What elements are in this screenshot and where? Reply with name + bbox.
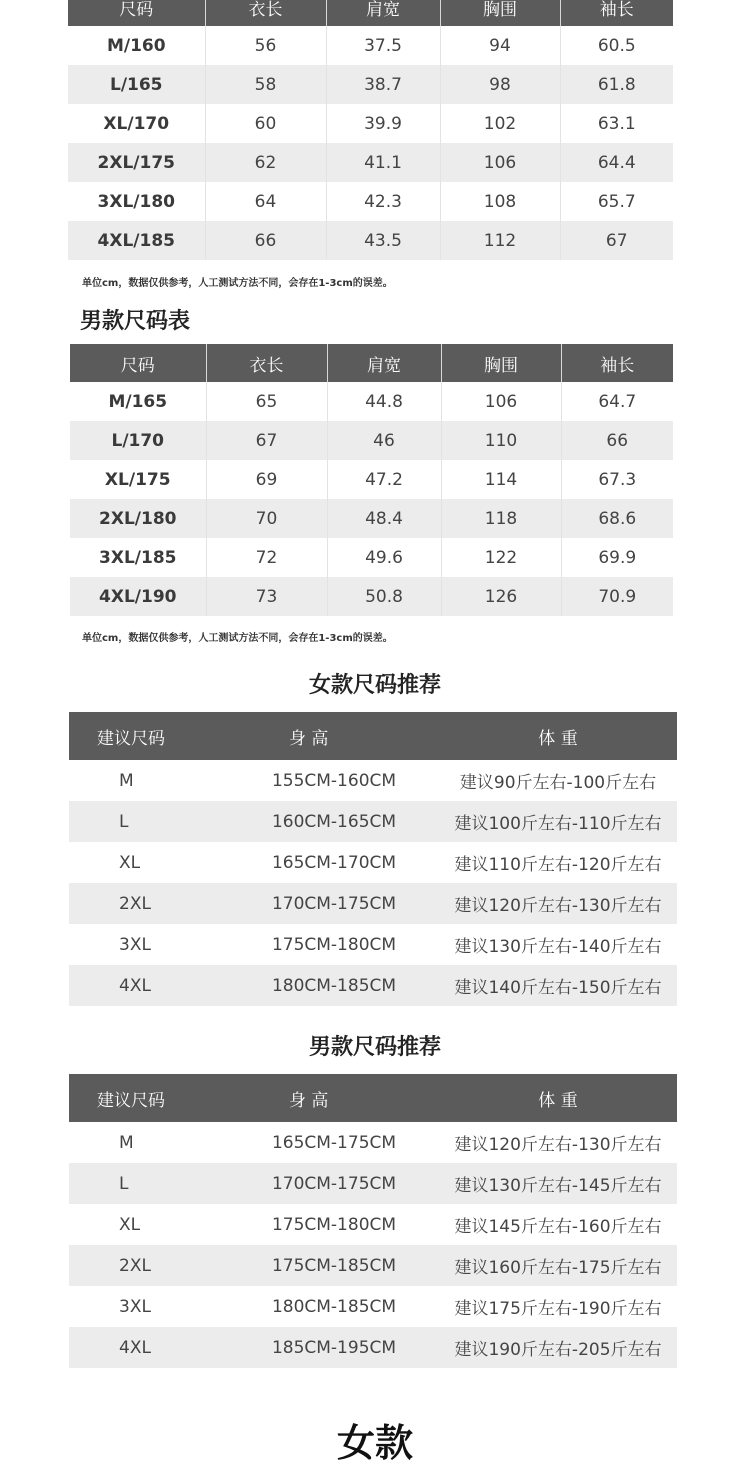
men-size-table <box>70 344 673 616</box>
table-cell: M/160 <box>68 26 205 65</box>
table-cell: 建议90斤左右-100斤左右 <box>439 760 677 801</box>
table-cell: 67.3 <box>561 460 673 499</box>
table-cell: 65.7 <box>560 182 673 221</box>
table-cell: 42.3 <box>326 182 440 221</box>
table-cell: 63.1 <box>560 104 673 143</box>
table-header-row <box>69 712 677 760</box>
table-cell: M <box>69 1122 229 1163</box>
section-title-men-size: 男款尺码表 <box>80 309 191 334</box>
table-cell: 67 <box>206 421 327 460</box>
table-cell: 108 <box>440 182 560 221</box>
table-cell: 69 <box>206 460 327 499</box>
table-cell: 建议145斤左右-160斤左右 <box>439 1204 677 1245</box>
table-cell: 2XL/175 <box>68 143 205 182</box>
table-cell: 46 <box>327 421 441 460</box>
table-cell: 114 <box>441 460 561 499</box>
header-suggested-size: 建议尺码 <box>69 1074 229 1122</box>
table-cell: 126 <box>441 577 561 616</box>
table-cell: 39.9 <box>326 104 440 143</box>
header-shoulder: 肩宽 <box>326 0 440 26</box>
table-cell: 50.8 <box>327 577 441 616</box>
table-cell: 37.5 <box>326 26 440 65</box>
table-cell: 185CM-195CM <box>229 1327 439 1368</box>
table-row <box>69 965 677 1006</box>
header-length: 衣长 <box>206 344 327 382</box>
table-cell: 98 <box>440 65 560 104</box>
table-cell: 48.4 <box>327 499 441 538</box>
table-cell: 170CM-175CM <box>229 1163 439 1204</box>
table-cell: 41.1 <box>326 143 440 182</box>
table-cell: 175CM-180CM <box>229 924 439 965</box>
table-cell: 180CM-185CM <box>229 965 439 1006</box>
table-row <box>69 760 677 801</box>
table-cell: 60.5 <box>560 26 673 65</box>
table-cell: 122 <box>441 538 561 577</box>
table-row <box>68 143 673 182</box>
table-cell: 建议100斤左右-110斤左右 <box>439 801 677 842</box>
header-length: 衣长 <box>205 0 326 26</box>
table-cell: 建议175斤左右-190斤左右 <box>439 1286 677 1327</box>
table-cell: 106 <box>441 382 561 421</box>
table-cell: 4XL <box>69 1327 229 1368</box>
table-cell: 70.9 <box>561 577 673 616</box>
table-row <box>70 499 673 538</box>
table-row <box>68 182 673 221</box>
table-cell: 118 <box>441 499 561 538</box>
table-cell: 102 <box>440 104 560 143</box>
table-cell: 73 <box>206 577 327 616</box>
table-cell: 3XL <box>69 1286 229 1327</box>
table-cell: 175CM-180CM <box>229 1204 439 1245</box>
table-header-row <box>70 344 673 382</box>
women-recommend-table <box>69 712 677 1006</box>
header-height: 身 高 <box>229 1074 439 1122</box>
table-cell: 43.5 <box>326 221 440 260</box>
table-cell: 69.9 <box>561 538 673 577</box>
women-size-table <box>68 0 673 260</box>
table-cell: L/170 <box>70 421 206 460</box>
table-cell: 180CM-185CM <box>229 1286 439 1327</box>
table-row <box>69 842 677 883</box>
table-cell: 2XL <box>69 883 229 924</box>
table-cell: 49.6 <box>327 538 441 577</box>
header-size: 尺码 <box>70 344 206 382</box>
table-cell: 65 <box>206 382 327 421</box>
table-cell: L/165 <box>68 65 205 104</box>
table-cell: 62 <box>205 143 326 182</box>
table-cell: 60 <box>205 104 326 143</box>
table-cell: 106 <box>440 143 560 182</box>
header-sleeve: 袖长 <box>560 0 673 26</box>
section-title-women: 女款 <box>336 1421 413 1465</box>
table-cell: 建议140斤左右-150斤左右 <box>439 965 677 1006</box>
table-cell: 建议110斤左右-120斤左右 <box>439 842 677 883</box>
table-row <box>69 1245 677 1286</box>
table-cell: 建议190斤左右-205斤左右 <box>439 1327 677 1368</box>
header-weight: 体 重 <box>439 712 677 760</box>
table-cell: 56 <box>205 26 326 65</box>
table-cell: 建议160斤左右-175斤左右 <box>439 1245 677 1286</box>
table-row <box>69 801 677 842</box>
table-cell: L <box>69 801 229 842</box>
table-cell: 170CM-175CM <box>229 883 439 924</box>
table-header-row <box>69 1074 677 1122</box>
table-cell: 4XL <box>69 965 229 1006</box>
section-title-women-recommend: 女款尺码推荐 <box>308 673 441 698</box>
table-cell: 160CM-165CM <box>229 801 439 842</box>
header-chest: 胸围 <box>441 344 561 382</box>
table-cell: 72 <box>206 538 327 577</box>
table-cell: 70 <box>206 499 327 538</box>
table-row <box>70 538 673 577</box>
table-cell: 165CM-170CM <box>229 842 439 883</box>
table-cell: 2XL/180 <box>70 499 206 538</box>
table-cell: 67 <box>560 221 673 260</box>
header-shoulder: 肩宽 <box>327 344 441 382</box>
table-cell: XL/170 <box>68 104 205 143</box>
table-cell: 155CM-160CM <box>229 760 439 801</box>
header-weight: 体 重 <box>439 1074 677 1122</box>
table-row <box>69 883 677 924</box>
table-row <box>68 65 673 104</box>
section-title-men-recommend: 男款尺码推荐 <box>308 1035 441 1060</box>
table-row <box>68 221 673 260</box>
table-cell: 3XL/180 <box>68 182 205 221</box>
table-cell: XL <box>69 842 229 883</box>
table-cell: 68.6 <box>561 499 673 538</box>
table-cell: 38.7 <box>326 65 440 104</box>
table-cell: 2XL <box>69 1245 229 1286</box>
table-cell: M/165 <box>70 382 206 421</box>
table-cell: 建议130斤左右-145斤左右 <box>439 1163 677 1204</box>
table-row <box>68 26 673 65</box>
measurement-note: 单位cm，数据仅供参考，人工测试方法不同，会存在1-3cm的误差。 <box>82 278 393 289</box>
header-suggested-size: 建议尺码 <box>69 712 229 760</box>
table-cell: 66 <box>561 421 673 460</box>
table-cell: 建议130斤左右-140斤左右 <box>439 924 677 965</box>
table-cell: 175CM-185CM <box>229 1245 439 1286</box>
table-cell: 165CM-175CM <box>229 1122 439 1163</box>
table-cell: 64.4 <box>560 143 673 182</box>
table-cell: 建议120斤左右-130斤左右 <box>439 1122 677 1163</box>
table-row <box>69 924 677 965</box>
table-cell: XL/175 <box>70 460 206 499</box>
table-cell: 建议120斤左右-130斤左右 <box>439 883 677 924</box>
table-cell: L <box>69 1163 229 1204</box>
header-chest: 胸围 <box>440 0 560 26</box>
table-cell: 64 <box>205 182 326 221</box>
measurement-note: 单位cm，数据仅供参考，人工测试方法不同，会存在1-3cm的误差。 <box>82 633 393 644</box>
table-cell: 44.8 <box>327 382 441 421</box>
table-row <box>68 104 673 143</box>
table-cell: 112 <box>440 221 560 260</box>
table-row <box>69 1327 677 1368</box>
table-cell: 58 <box>205 65 326 104</box>
table-row <box>70 421 673 460</box>
header-height: 身 高 <box>229 712 439 760</box>
table-cell: 66 <box>205 221 326 260</box>
table-cell: 3XL <box>69 924 229 965</box>
table-row <box>70 382 673 421</box>
table-row <box>69 1163 677 1204</box>
table-row <box>69 1122 677 1163</box>
men-recommend-table <box>69 1074 677 1368</box>
table-cell: 3XL/185 <box>70 538 206 577</box>
table-row <box>69 1204 677 1245</box>
table-cell: 4XL/190 <box>70 577 206 616</box>
table-cell: 64.7 <box>561 382 673 421</box>
table-row <box>70 460 673 499</box>
table-cell: M <box>69 760 229 801</box>
table-row <box>69 1286 677 1327</box>
table-cell: 61.8 <box>560 65 673 104</box>
table-row <box>70 577 673 616</box>
header-sleeve: 袖长 <box>561 344 673 382</box>
table-header-row <box>68 0 673 26</box>
header-size: 尺码 <box>68 0 205 26</box>
table-cell: XL <box>69 1204 229 1245</box>
table-cell: 4XL/185 <box>68 221 205 260</box>
table-cell: 47.2 <box>327 460 441 499</box>
table-cell: 110 <box>441 421 561 460</box>
table-cell: 94 <box>440 26 560 65</box>
